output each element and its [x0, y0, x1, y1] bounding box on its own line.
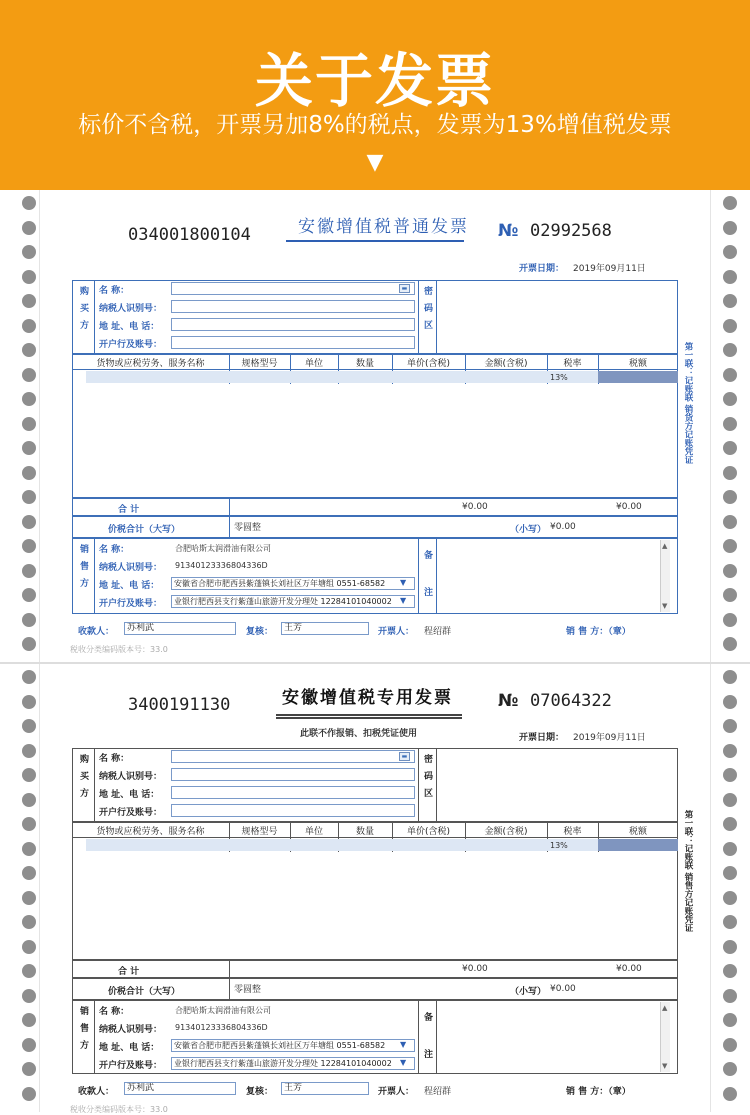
copy-side-label: 第一联：记账联 销售方记账凭证 [683, 810, 693, 932]
header-rule [72, 369, 678, 370]
column-header-unit-price: 单价(含税) [406, 827, 451, 837]
sprocket-strip-right [710, 664, 750, 1112]
sprocket-hole [22, 441, 36, 455]
total-label: 合 计 [118, 967, 140, 977]
sprocket-strip-right [710, 190, 750, 662]
seller-tax-value: 91340123336804336D [175, 561, 268, 570]
buyer-name-field[interactable] [171, 750, 415, 763]
sprocket-hole [723, 343, 737, 357]
div [94, 538, 95, 614]
sprocket-hole [723, 940, 737, 954]
seller-tax-label: 纳税人识别号： [99, 563, 163, 573]
seller-bank-value[interactable]: 业银行肥西县支行紫蓬山旅游开发分理处 12284101040002 [171, 1057, 415, 1070]
sprocket-hole [723, 866, 737, 880]
sprocket-hole [22, 768, 36, 782]
sprocket-hole [723, 891, 737, 905]
sprocket-hole [22, 319, 36, 333]
sprocket-hole [22, 245, 36, 259]
div [418, 280, 419, 354]
sprocket-hole [723, 1013, 737, 1027]
div [418, 1000, 419, 1074]
sprocket-hole [22, 270, 36, 284]
sprocket-hole [22, 940, 36, 954]
sprocket-hole [22, 915, 36, 929]
invoice-date: 2019年09月11日 [573, 733, 646, 743]
sprocket-hole [723, 719, 737, 733]
total-figure-label: （小写） [510, 525, 547, 535]
cipher-side-label: 密码区 [422, 286, 432, 337]
invoice-subnote: 此联不作报销、扣税凭证使用 [300, 729, 418, 739]
div [229, 978, 230, 1000]
reviewer-label: 复核： [246, 627, 274, 637]
buyer-address-label: 地 址、电 话： [99, 790, 160, 800]
sprocket-hole [723, 515, 737, 529]
div [229, 960, 230, 978]
sprocket-hole [22, 891, 36, 905]
sprocket-hole [723, 637, 737, 651]
invoice-special [0, 664, 750, 1112]
seller-bank-label: 开户行及账号： [99, 1061, 163, 1071]
date-label: 开票日期： [519, 733, 565, 743]
buyer-tax-label: 纳税人识别号： [99, 772, 163, 782]
seller-seal-label: 销 售 方：（章） [566, 1087, 631, 1097]
sprocket-hole [22, 588, 36, 602]
notes-scrollbar[interactable] [660, 540, 670, 612]
buyer-side-label: 购买方 [78, 286, 88, 337]
totals-row [72, 498, 678, 516]
column-header-spec: 规格型号 [241, 359, 278, 369]
seller-seal-label: 销 售 方：（章） [566, 627, 631, 637]
sprocket-hole [723, 989, 737, 1003]
issuer-name: 程绍群 [424, 627, 452, 637]
div [436, 538, 437, 614]
sprocket-hole [22, 817, 36, 831]
div [94, 280, 95, 354]
buyer-bank-label: 开户行及账号： [99, 340, 163, 350]
buyer-address-label: 地 址、电 话： [99, 322, 160, 332]
scroll-up-icon[interactable]: ▲ [662, 1004, 668, 1012]
buyer-addr-field[interactable] [171, 318, 415, 331]
sprocket-hole [22, 490, 36, 504]
sprocket-hole [22, 670, 36, 684]
buyer-name-field[interactable] [171, 282, 415, 295]
invoice-code: 3400191130 [128, 695, 231, 715]
issuer-label: 开票人： [378, 627, 415, 637]
sprocket-strip-left [0, 664, 40, 1112]
sprocket-hole [22, 744, 36, 758]
sprocket-hole [723, 417, 737, 431]
sprocket-strip-left [0, 190, 40, 662]
sprocket-hole [723, 695, 737, 709]
totals-row [72, 960, 678, 978]
seller-bank-value[interactable]: 业银行肥西县支行紫蓬山旅游开发分理处 12284101040002 [171, 595, 415, 608]
sprocket-hole [723, 915, 737, 929]
sprocket-hole [723, 1062, 737, 1076]
sprocket-hole [22, 1062, 36, 1076]
title-underline [286, 240, 464, 242]
sprocket-hole [22, 466, 36, 480]
sprocket-hole [723, 539, 737, 553]
sprocket-hole [723, 221, 737, 235]
cipher-side-label: 密码区 [422, 754, 432, 805]
invoice-normal [0, 190, 750, 662]
total-amount: ¥0.00 [462, 964, 488, 974]
seller-addr-label: 地 址、电 话： [99, 581, 160, 591]
sprocket-hole [723, 270, 737, 284]
dropdown-arrow-icon[interactable]: ▼ [400, 596, 407, 605]
total-in-words: 零圆整 [234, 523, 262, 533]
sprocket-hole [22, 866, 36, 880]
div [94, 1000, 95, 1074]
total-tax: ¥0.00 [616, 964, 642, 974]
sprocket-hole [22, 637, 36, 651]
total-figure-label: （小写） [510, 987, 547, 997]
header-rule [72, 837, 678, 838]
sprocket-hole [22, 719, 36, 733]
invoice-title: 安徽增值税普通发票 [298, 217, 469, 237]
column-header-tax-rate: 税率 [563, 359, 582, 369]
sprocket-hole [723, 196, 737, 210]
dropdown-arrow-icon[interactable]: ▼ [400, 578, 407, 587]
payee-field[interactable]: 苏利武 [124, 622, 236, 635]
column-header-tax-rate: 税率 [563, 827, 582, 837]
buyer-side-label: 购买方 [78, 754, 88, 805]
sprocket-hole [723, 466, 737, 480]
tax-rate-value: 13% [550, 841, 568, 850]
sprocket-hole [723, 964, 737, 978]
reviewer-field[interactable]: 王芳 [281, 1082, 369, 1095]
tax-amount-cell[interactable] [598, 371, 678, 383]
sprocket-hole [723, 245, 737, 259]
payee-field[interactable]: 苏利武 [124, 1082, 236, 1095]
tax-code-version: 税收分类编码版本号：33.0 [70, 645, 168, 654]
column-header-qty: 数量 [355, 827, 374, 837]
div [229, 498, 230, 516]
sprocket-hole [22, 221, 36, 235]
notes-scrollbar[interactable] [660, 1002, 670, 1072]
reviewer-field[interactable]: 王芳 [281, 622, 369, 635]
invoice-code: 034001800104 [128, 225, 251, 245]
sprocket-hole [22, 842, 36, 856]
column-header-tax-amount: 税额 [628, 827, 647, 837]
sprocket-hole [22, 695, 36, 709]
sprocket-hole [723, 613, 737, 627]
date-label: 开票日期： [519, 264, 565, 274]
total-figure: ¥0.00 [550, 984, 576, 994]
div [94, 748, 95, 822]
payee-label: 收款人： [78, 627, 115, 637]
sprocket-hole [22, 613, 36, 627]
seller-name-label: 名 称： [99, 1007, 130, 1017]
sprocket-hole [22, 294, 36, 308]
sprocket-hole [22, 989, 36, 1003]
issuer-name: 程绍群 [424, 1087, 452, 1097]
number-symbol: № [498, 221, 519, 241]
total-in-words-label: 价税合计（大写） [108, 987, 181, 997]
buyer-lookup-icon[interactable]: ▬ [399, 752, 410, 761]
seller-addr-value[interactable]: 安徽省合肥市肥西县紫蓬镇长刘社区万年塘组 0551-68582 [171, 1039, 415, 1052]
seller-name-value: 合肥哈斯太润滑油有限公司 [175, 1006, 271, 1015]
seller-side-label: 销售方 [78, 1006, 88, 1057]
seller-tax-label: 纳税人识别号： [99, 1025, 163, 1035]
title-underline-2 [276, 717, 462, 719]
tax-amount-cell[interactable] [598, 839, 678, 851]
div [418, 538, 419, 614]
sprocket-hole [22, 1087, 36, 1101]
div [436, 1000, 437, 1074]
tax-rate-value: 13% [550, 373, 568, 382]
seller-side-label: 销售方 [78, 544, 88, 595]
buyer-tax-field[interactable] [171, 768, 415, 781]
sprocket-hole [22, 964, 36, 978]
buyer-tax-field[interactable] [171, 300, 415, 313]
buyer-bank-label: 开户行及账号： [99, 808, 163, 818]
seller-addr-label: 地 址、电 话： [99, 1043, 160, 1053]
total-label: 合 计 [118, 505, 140, 515]
column-header-spec: 规格型号 [241, 827, 278, 837]
seller-name-label: 名 称： [99, 545, 130, 555]
buyer-addr-field[interactable] [171, 786, 415, 799]
total-in-words-label: 价税合计（大写） [108, 525, 181, 535]
sprocket-hole [22, 515, 36, 529]
sprocket-hole [22, 1038, 36, 1052]
invoice-date: 2019年09月11日 [573, 264, 646, 274]
banner-subtitle: 标价不含税，开票另加8%的税点，发票为13%增值税发票 [78, 112, 672, 138]
sprocket-hole [723, 588, 737, 602]
div [436, 748, 437, 822]
sprocket-hole [22, 539, 36, 553]
sprocket-hole [22, 793, 36, 807]
sprocket-hole [723, 768, 737, 782]
number-symbol: № [498, 691, 519, 711]
note-side-label: 备注 [422, 550, 432, 624]
column-header-unit: 单位 [304, 359, 323, 369]
sprocket-hole [723, 817, 737, 831]
sprocket-hole [22, 417, 36, 431]
sprocket-hole [723, 564, 737, 578]
invoice-title: 安徽增值税专用发票 [282, 688, 453, 708]
reviewer-label: 复核： [246, 1087, 274, 1097]
issuer-label: 开票人： [378, 1087, 415, 1097]
sprocket-hole [723, 319, 737, 333]
tax-code-version: 税收分类编码版本号：33.0 [70, 1105, 168, 1114]
div [418, 748, 419, 822]
note-side-label: 备注 [422, 1012, 432, 1086]
sprocket-hole [723, 1087, 737, 1101]
scroll-up-icon[interactable]: ▲ [662, 542, 668, 550]
div [436, 280, 437, 354]
column-header-qty: 数量 [355, 359, 374, 369]
sprocket-hole [22, 343, 36, 357]
sprocket-hole [22, 1013, 36, 1027]
total-in-words: 零圆整 [234, 985, 262, 995]
buyer-name-label: 名 称： [99, 754, 130, 764]
seller-name-value: 合肥哈斯太润滑油有限公司 [175, 544, 271, 553]
buyer-bank-field[interactable] [171, 804, 415, 817]
buyer-name-label: 名 称： [99, 286, 130, 296]
down-arrow-icon: ▼ [366, 150, 384, 175]
column-header-amount: 金额(含税) [484, 359, 528, 369]
sprocket-hole [723, 842, 737, 856]
sprocket-hole [723, 1038, 737, 1052]
sprocket-hole [723, 490, 737, 504]
header-banner [0, 0, 750, 190]
sprocket-hole [723, 793, 737, 807]
column-header-goods-name: 货物或应税劳务、服务名称 [96, 827, 205, 837]
seller-bank-label: 开户行及账号： [99, 599, 163, 609]
column-header-goods-name: 货物或应税劳务、服务名称 [96, 359, 205, 369]
seller-addr-value[interactable]: 安徽省合肥市肥西县紫蓬镇长刘社区万年塘组 0551-68582 [171, 577, 415, 590]
column-header-amount: 金额(含税) [484, 827, 528, 837]
scroll-down-icon[interactable]: ▼ [662, 1062, 668, 1070]
dropdown-arrow-icon[interactable]: ▼ [400, 1058, 407, 1067]
goods-row[interactable] [86, 839, 678, 851]
banner-title: 关于发票 [254, 47, 495, 115]
sprocket-hole [22, 564, 36, 578]
sprocket-hole [723, 670, 737, 684]
column-header-tax-amount: 税额 [628, 359, 647, 369]
sprocket-hole [723, 368, 737, 382]
seller-tax-value: 91340123336804336D [175, 1023, 268, 1032]
goods-row[interactable] [86, 371, 678, 383]
total-figure: ¥0.00 [550, 522, 576, 532]
sprocket-hole [723, 744, 737, 758]
invoice-number: 07064322 [530, 691, 612, 711]
sprocket-hole [22, 368, 36, 382]
dropdown-arrow-icon[interactable]: ▼ [400, 1040, 407, 1049]
sprocket-hole [22, 196, 36, 210]
column-header-unit-price: 单价(含税) [406, 359, 451, 369]
invoice-number: 02992568 [530, 221, 612, 241]
buyer-lookup-icon[interactable]: ▬ [399, 284, 410, 293]
buyer-tax-label: 纳税人识别号： [99, 304, 163, 314]
title-underline [276, 714, 462, 716]
payee-label: 收款人： [78, 1087, 115, 1097]
div [229, 516, 230, 538]
copy-side-label: 第一联：记账联 销货方记账凭证 [683, 342, 693, 464]
sprocket-hole [22, 392, 36, 406]
column-header-unit: 单位 [304, 827, 323, 837]
scroll-down-icon[interactable]: ▼ [662, 602, 668, 610]
buyer-bank-field[interactable] [171, 336, 415, 349]
total-amount: ¥0.00 [462, 502, 488, 512]
sprocket-hole [723, 441, 737, 455]
total-tax: ¥0.00 [616, 502, 642, 512]
sprocket-hole [723, 392, 737, 406]
sprocket-hole [723, 294, 737, 308]
